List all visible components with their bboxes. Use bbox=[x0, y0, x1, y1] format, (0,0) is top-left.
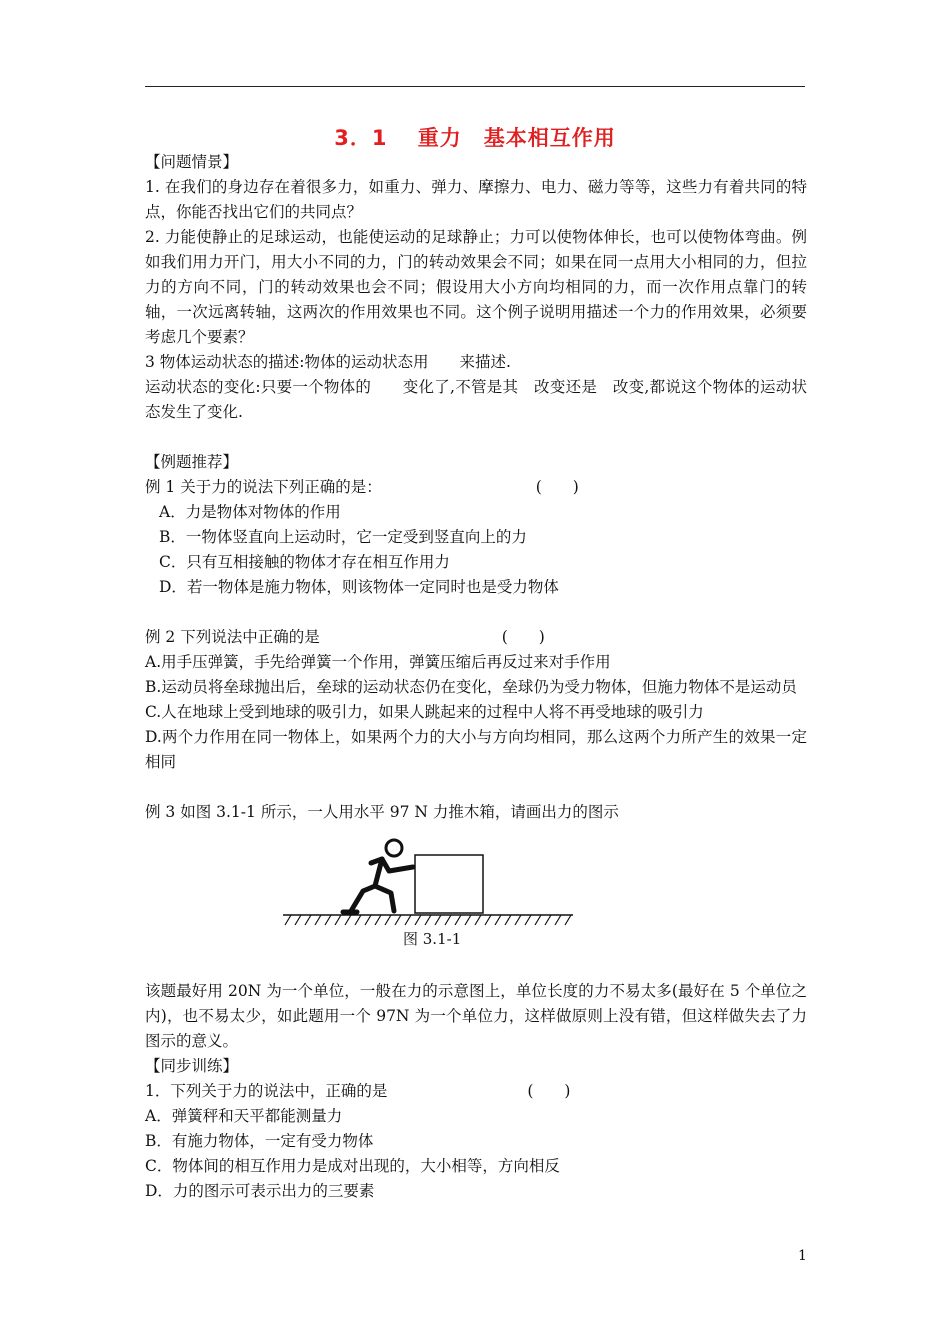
example-2-stem: 例 2 下列说法中正确的是 ( ) bbox=[145, 628, 545, 646]
example-1-option-a: A．力是物体对物体的作用 bbox=[159, 503, 341, 521]
section-heading-training: 【同步训练】 bbox=[145, 1057, 239, 1075]
answer-paren: ( ) bbox=[501, 628, 545, 646]
training-1-option-c: C．物体间的相互作用力是成对出现的，大小相等，方向相反 bbox=[145, 1157, 560, 1175]
problem-item-1: 1. 在我们的身边存在着很多力，如重力、弹力、摩擦力、电力、磁力等等，这些力有着共同的特点，你能否找出它们的共同点？ bbox=[145, 178, 807, 221]
figure-caption: 图 3.1-1 bbox=[403, 930, 462, 948]
example-1-option-b: B．一物体竖直向上运动时，它一定受到竖直向上的力 bbox=[159, 528, 527, 546]
training-1-option-d: D．力的图示可表示出力的三要素 bbox=[145, 1182, 375, 1200]
header-rule bbox=[145, 86, 805, 87]
answer-paren: ( ) bbox=[527, 1082, 571, 1100]
problem-item-4: 运动状态的变化:只要一个物体的 变化了,不管是其 改变还是 改变,都说这个物体的运动状态发生了变化. bbox=[145, 378, 807, 421]
example-3-analysis: 该题最好用 20N 为一个单位，一般在力的示意图上，单位长度的力不易太多(最好在 5 个单位之内)，也不易太少，如此题用一个 97N 为一个单位力，这样做原则上没有错，但这样做失去了力图示的意义。 bbox=[145, 982, 807, 1050]
document-body bbox=[145, 150, 807, 1204]
problem-item-2: 2. 力能使静止的足球运动，也能使运动的足球静止；力可以使物体伸长，也可以使物体弯曲。例如我们用力开门，用大小不同的力，门的转动效果会不同；如果在同一点用大小相同的力，但拉力的方向不同，门的转动效果也会不同；假设用大小方向均相同的力，而一次作用点靠门的转轴，一次远离转轴，这两次的作用效果也不同。这个例子说明用描述一个力的作用效果，必须要考虑几个要素？ bbox=[145, 228, 807, 346]
section-heading-examples: 【例题推荐】 bbox=[145, 453, 239, 471]
example-1-stem: 例 1 关于力的说法下列正确的是： ( ) bbox=[145, 478, 579, 496]
training-1-option-a: A．弹簧秤和天平都能测量力 bbox=[145, 1107, 343, 1125]
example-2-option-c: C.人在地球上受到地球的吸引力，如果人跳起来的过程中人将不再受地球的吸引力 bbox=[145, 703, 704, 721]
person-figure bbox=[343, 840, 413, 912]
example-2-option-a: A.用手压弹簧，手先给弹簧一个作用，弹簧压缩后再反过来对手作用 bbox=[145, 653, 611, 671]
example-2-option-d: D.两个力作用在同一物体上，如果两个力的大小与方向均相同，那么这两个力所产生的效果一定相同 bbox=[145, 728, 807, 771]
figure-3-1-1 bbox=[145, 827, 807, 957]
page-title: 3．1 重力 基本相互作用 bbox=[334, 126, 616, 150]
example-3-stem: 例 3 如图 3.1-1 所示，一人用水平 97 N 力推木箱，请画出力的图示 bbox=[145, 803, 619, 821]
example-1-option-d: D．若一物体是施力物体，则该物体一定同时也是受力物体 bbox=[159, 578, 559, 596]
example-2-option-b: B.运动员将垒球抛出后，垒球的运动状态仍在变化，垒球仍为受力物体，但施力物体不是运动员 bbox=[145, 678, 797, 696]
training-1-option-b: B．有施力物体，一定有受力物体 bbox=[145, 1132, 374, 1150]
example-1-option-c: C．只有互相接触的物体才存在相互作用力 bbox=[159, 553, 450, 571]
problem-item-3: 3 物体运动状态的描述:物体的运动状态用 来描述. bbox=[145, 353, 511, 371]
section-heading-problem: 【问题情景】 bbox=[145, 153, 239, 171]
page-number: 1 bbox=[798, 1248, 807, 1264]
answer-paren: ( ) bbox=[535, 478, 579, 496]
ground-hatching bbox=[285, 915, 571, 925]
wooden-box bbox=[415, 855, 483, 913]
person-pushing-box-figure bbox=[281, 831, 581, 931]
training-1-stem: 1．下列关于力的说法中，正确的是 ( ) bbox=[145, 1082, 571, 1100]
